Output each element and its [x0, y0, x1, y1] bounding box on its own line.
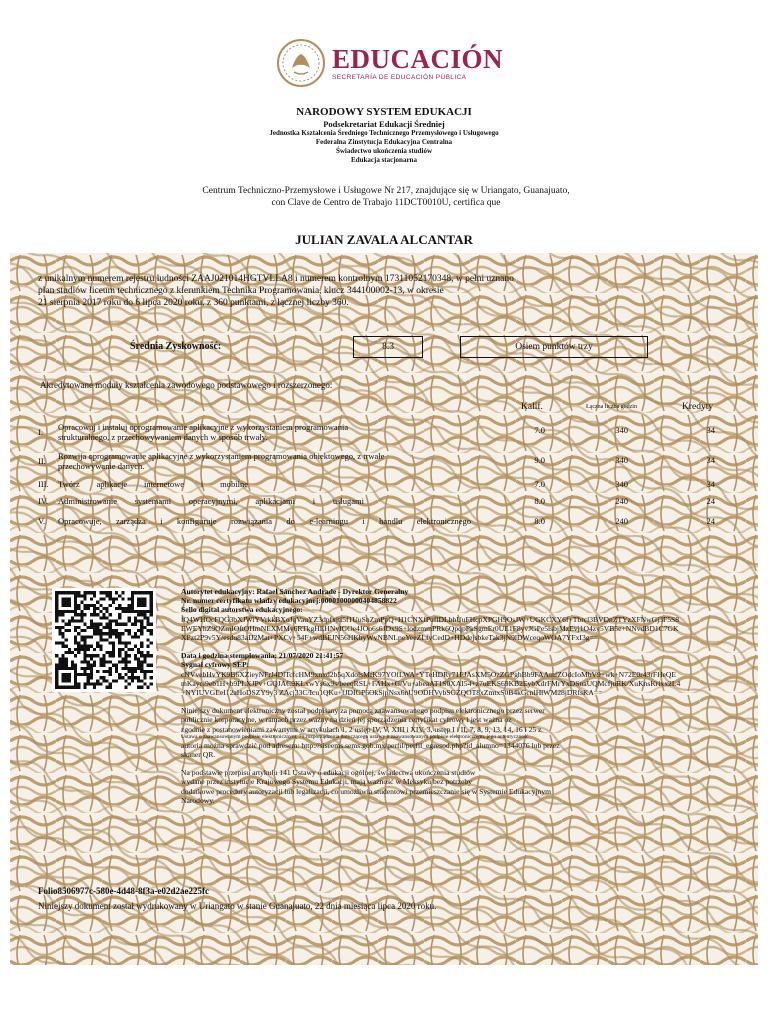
org-line-4: Federalna Zinstytucja Edukacyjna Centralna: [315, 138, 453, 146]
legal-text-line: zgodnie z postanowieniami zawartymi w artykułach 1, 2 ustęp IV, V, XIII i XIV, 3, ustęp I i II, 7, 8, 9, 13, 14, 16 i 25 z: [181, 724, 542, 734]
legal-text-small: Ustawa o zaawansowanym podpisie elektronicznym, 71 rozporządzenia dotyczącego ustawy o zaawansowanym podpisie elektronicznym, jego autentyczność: [181, 733, 529, 740]
validity-text-line: Narodowy.: [181, 795, 215, 805]
module-hours: 240: [615, 516, 628, 526]
module-credits: 24: [706, 496, 715, 506]
digital-signature-block: [181, 587, 681, 805]
header-credits: Kredyty: [682, 402, 714, 412]
module-hours: 340: [615, 479, 628, 489]
org-line-5: Świadectwo ukończenia studiów: [335, 147, 433, 155]
module-grade: 8.0: [534, 496, 545, 506]
org-line-1: NARODOWY SYSTEM EDUKACJI: [296, 106, 472, 118]
header-total-hours: Łączna liczba godzin: [586, 404, 637, 410]
row-number: I.: [38, 427, 43, 437]
digital-seal-value: fQ4WHOcFQG3bXJWiYVrkkBXoJqVauYZ3dpfxjti5f1UuSnZmPpQ+H1CNXfPuflDLbhUuFHcpXPGH9OsJW+UGKCXY6f+Tbrcl3BVDnZTYzXFNwGj3F5S8EWEYhZ9OZmIOftOHmNEXMMy6RTkgHEHNyIGOe4JOo6s6JDx9S+lodzmmPRk6QpqpPkSgmEr0UE1F8yvJGPe5lsbjMzEvj1O4zy5VB5e+NNvdBD1C7GKXPzt2P9v5Y/esdu83aIJ2Mat+PXCy+54F+wdBEJN56HKbyWvNBNLpeYeeZLfyCedD+HDdejsbkeTak3jN9lDWceqoWOA7YFxI3g==: [181, 614, 680, 643]
digital-seal-label: Sello digital autorstwa edukacyjnego:: [181, 605, 303, 615]
timestamp: Data i godzina stemplowania: 21/07/2020 21:41:57: [181, 651, 344, 661]
module-credits: 34: [706, 479, 715, 489]
authority-line: Autorytet edukacyjny: Rafael Sánchez Andrade - Dyrektor Generalny: [181, 587, 409, 596]
row-number: II.: [38, 456, 46, 466]
validity-text-line: wydane przez instytucje Krajowego Systemu Edukacji, mają ważność w Meksyku bez potrzeby: [181, 777, 473, 787]
intro-line-1: z unikalnym numerem rejestru ludności ZAAJ021014HGTVLLA8 i numerem kontrolnym 17311052170348, w pełni uznano: [38, 274, 514, 284]
module-grade: 7.0: [534, 425, 545, 435]
module-name: Opracowuje, zarządza i konfiguruje rozwiązania do e-learningu i handlu elektronicznego: [58, 516, 471, 526]
folio-number: Folio8506977c-580e-4d48-8f3a-e02d2ae225fc: [38, 886, 209, 896]
org-line-3: Jednostka Kształcenia Średniego Technicznego Przemysłowego i Usługowego: [269, 129, 499, 137]
module-name: Administrowanie systemami operacyjnymi, aplikacjami i usługami: [58, 496, 364, 506]
logo-title: EDUCACIÓN: [332, 44, 504, 74]
legal-text-line: skaner QR.: [181, 750, 216, 760]
module-credits: 34: [706, 425, 715, 435]
validity-text-line: Na podstawie przepisu artykułu 141 Ustawy o edukacji ogólnej, świadectwa ukończenia studiów: [181, 768, 476, 778]
school-line-2: con Clave de Centro de Trabajo 11DCT0010U, certifica que: [271, 198, 501, 208]
sep-signature-label: Sygnał cyfrowy SEP:: [181, 660, 250, 670]
module-name: Opracowuj i instaluj oprogramowanie aplikacyjne z wykorzystaniem programowania strukturalnego, z przechowywaniem danych w sposób trwały.: [58, 422, 349, 442]
intro-line-2: plan studiów liceum technicznego z kierunkiem Technika Programowania, klucz 344100002-13, w okresie: [38, 286, 444, 296]
average-in-words: Osiem punktów trzy: [460, 336, 648, 358]
legal-text-line: Niniejszy dokument elektroniczny został podpisany za pomocą zaawansowanego podpisu elektronicznego przez serwer: [181, 706, 545, 716]
student-name: JULIAN ZAVALA ALCANTAR: [295, 232, 473, 247]
student-credentials-paragraph: [38, 273, 618, 309]
module-hours: 340: [615, 455, 628, 465]
intro-line-3: 21 sierpnia 2017 roku do 6 lipca 2020 roku, z 360 punktami, z łącznej liczby 360.: [38, 298, 349, 308]
module-hours: 240: [615, 496, 628, 506]
school-line-1: Centrum Techniczno-Przemysłowe i Usługowe Nr 217, znajdujące się w Uriangato, Guanajuato,: [202, 186, 570, 196]
accredited-modules-label: Akredytowane moduły kształcenia zawodowego podstawowego i rozszerzonego:: [40, 380, 333, 390]
module-grade: 8.0: [534, 516, 545, 526]
row-number: V.: [38, 516, 46, 526]
module-credits: 24: [706, 516, 715, 526]
module-name: Twórz aplikacje internetowe i mobilne: [58, 479, 248, 489]
module-hours: 340: [615, 425, 628, 435]
header-grade: Kalif.: [521, 402, 543, 412]
module-name: Rozwija oprogramowanie aplikacyjne z wykorzystaniem programowania obiektowego, z trwałe przechowywanie danych.: [58, 451, 385, 471]
module-grade: 9.0: [534, 455, 545, 465]
legal-text-line: publicznie korporacyjne, w ramach przez ważny na dzień jej sporządzenia certyfikat cyfrowy i jest ważna oz: [181, 715, 512, 725]
verification-url-line[interactable]: autoria można sprawdzić pod adresem: http://siseems.sems.gob.mx/perfil/perfil_egresod.php?id_alumno=1344076 lub przez: [181, 740, 560, 750]
logo-subtitle: SECRETARÍA DE EDUCACIÓN PÚBLICA: [332, 74, 467, 81]
print-statement: Niniejszy dokument został wydrukowany w Uriangato w stanie Guanajuato, 22 dnia miesiąca lipca 2020 roku.: [38, 901, 437, 911]
certificate-number: Nr. numer certyfikatu władzy edukacyjnej:00001000000404858822: [181, 596, 397, 606]
module-credits: 34: [706, 455, 715, 465]
org-line-2: Podsekretariat Edukacji Średniej: [323, 119, 445, 129]
row-number: IV.: [38, 496, 48, 506]
validity-text-line: dodatkowe procedury autoryzacji lub legalizacji, co umożliwia studentowi przemieszczanie się w Systemie Edukacyjnym: [181, 786, 552, 796]
row-number: III.: [38, 479, 49, 489]
org-line-6: Edukacja stacjonarna: [351, 156, 417, 164]
average-label: Średnia Zyskowność:: [130, 341, 222, 352]
average-value: 8.3: [353, 336, 423, 358]
verification-qr-code[interactable]: [52, 588, 156, 692]
sep-signature-value: cNVvebHvYK9B6XZieyNFrJ4DlTcfcHM9xnxd2b5qXdolsMfK97YOfLWA+YTeHDRy71FJAsXM5OzZGPghBb9FAAmfZOdcIoMbV9+wk+N72E0r43rFHeQEmKayci9eb1H+b9PLXJPv+GQJAC9KLxwYs6x9s/beeqRSL+FAHx+G/Vu+abeaAT1S0XAI54+z7uEKS69KB2EybXdrFMrYxDSuaUQMcfjuRK/XuKnsKrixx2L4+NYIUVGEeI12aHoDSZY9y3 ZAcj33C/Icu1QKu+fJDIGP6OkSjpNsx6nU9ODHVybSGZQOT8xZmtxS0B4kGcnlHlWM28jDRfsKA==: [181, 669, 681, 698]
module-grade: 7.0: [534, 479, 545, 489]
